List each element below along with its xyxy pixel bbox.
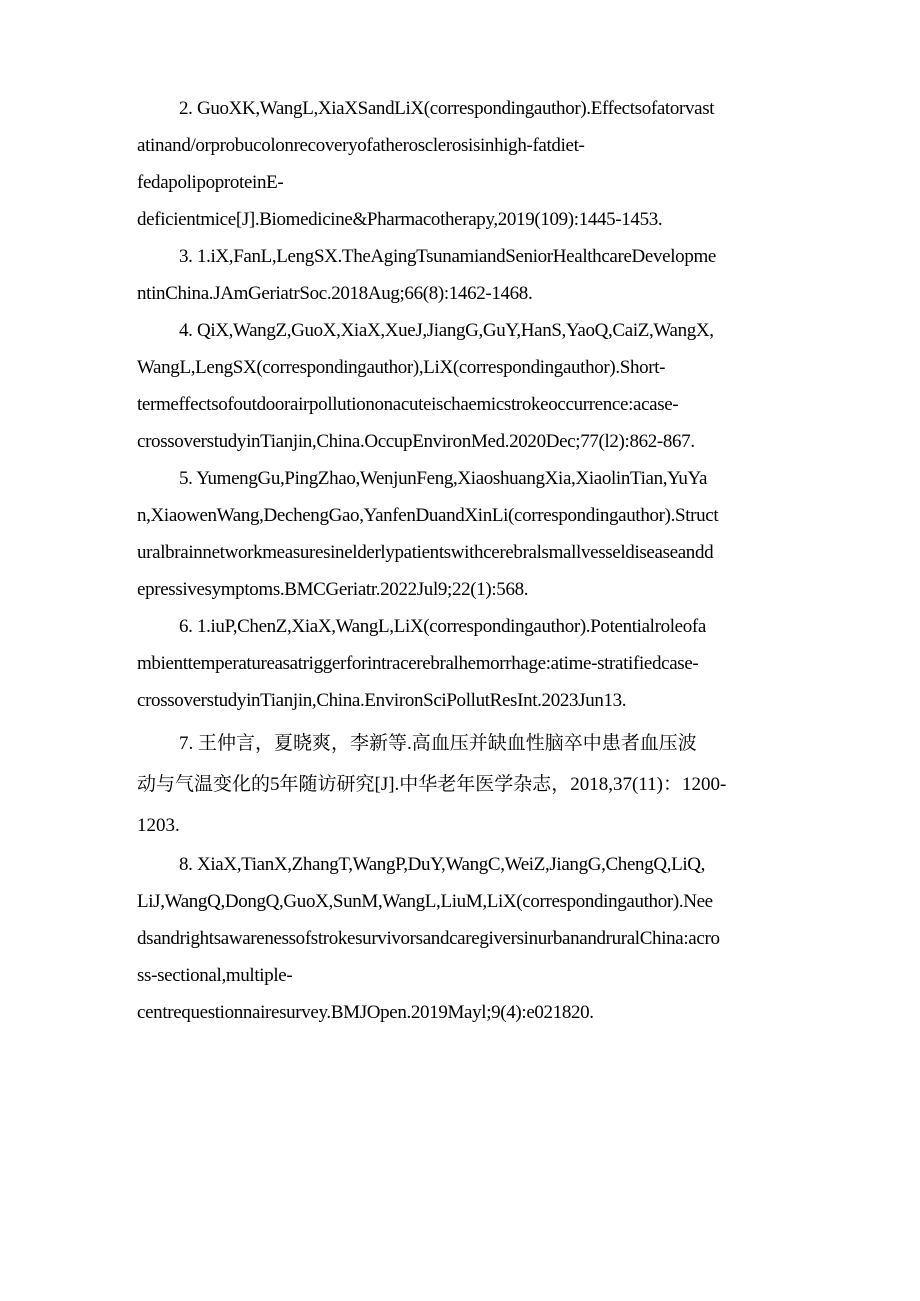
reference-line: uralbrainnetworkmeasuresinelderlypatientswithcerebralsmallvesseldiseaseandd bbox=[137, 542, 714, 563]
reference-line: ss-sectional,multiple- bbox=[137, 965, 293, 986]
reference-item-7 bbox=[137, 723, 785, 846]
reference-line: 4. QiX,WangZ,GuoX,XiaX,XueJ,JiangG,GuY,HanS,YaoQ,CaiZ,WangX, bbox=[179, 320, 714, 341]
reference-line: 1203. bbox=[137, 815, 180, 836]
reference-line: 动与气温变化的5年随访研究[J].中华老年医学杂志，2018,37(11)：1200- bbox=[137, 774, 727, 795]
reference-line: 5. YumengGu,PingZhao,WenjunFeng,XiaoshuangXia,XiaolinTian,YuYa bbox=[179, 468, 708, 489]
reference-line: centrequestionnairesurvey.BMJOpen.2019Mayl;9(4):e021820. bbox=[137, 1002, 594, 1023]
reference-line: dsandrightsawarenessofstrokesurvivorsandcaregiversinurbanandruralChina:acro bbox=[137, 928, 720, 949]
reference-line: crossoverstudyinTianjin,China.EnvironSciPollutResInt.2023Jun13. bbox=[137, 690, 627, 711]
reference-line: termeffectsofoutdoorairpollutiononacuteischaemicstrokeoccurrence:acase- bbox=[137, 394, 679, 415]
reference-line: 3. 1.iX,FanL,LengSX.TheAgingTsunamiandSeniorHealthcareDevelopme bbox=[179, 246, 716, 267]
reference-line: 2. GuoXK,WangL,XiaXSandLiX(correspondingauthor).Effectsofatorvast bbox=[179, 98, 715, 119]
reference-line: fedapolipoproteinE- bbox=[137, 172, 284, 193]
reference-item-8 bbox=[137, 846, 785, 1031]
reference-item-5 bbox=[137, 460, 785, 608]
reference-line: WangL,LengSX(correspondingauthor),LiX(correspondingauthor).Short- bbox=[137, 357, 666, 378]
reference-line: n,XiaowenWang,DechengGao,YanfenDuandXinLi(correspondingauthor).Struct bbox=[137, 505, 719, 526]
reference-item-3 bbox=[137, 238, 785, 312]
reference-item-4 bbox=[137, 312, 785, 460]
reference-item-2 bbox=[137, 90, 785, 238]
reference-line: ntinChina.JAmGeriatrSoc.2018Aug;66(8):1462-1468. bbox=[137, 283, 533, 304]
reference-list bbox=[137, 90, 785, 1031]
reference-line: 8. XiaX,TianX,ZhangT,WangP,DuY,WangC,WeiZ,JiangG,ChengQ,LiQ, bbox=[179, 854, 706, 875]
reference-line: 7. 王仲言，夏晓爽，李新等.高血压并缺血性脑卒中患者血压波 bbox=[179, 733, 697, 754]
reference-line: deficientmice[J].Biomedicine&Pharmacotherapy,2019(109):1445-1453. bbox=[137, 209, 663, 230]
reference-item-6 bbox=[137, 608, 785, 719]
reference-line: atinand/orprobucolonrecoveryofatherosclerosisinhigh-fatdiet- bbox=[137, 135, 585, 156]
reference-line: mbienttemperatureasatriggerforintracerebralhemorrhage:atime-stratifiedcase- bbox=[137, 653, 699, 674]
reference-line: 6. 1.iuP,ChenZ,XiaX,WangL,LiX(correspondingauthor).Potentialroleofa bbox=[179, 616, 706, 637]
reference-line: LiJ,WangQ,DongQ,GuoX,SunM,WangL,LiuM,LiX(correspondingauthor).Nee bbox=[137, 891, 713, 912]
reference-line: epressivesymptoms.BMCGeriatr.2022Jul9;22(1):568. bbox=[137, 579, 529, 600]
reference-line: crossoverstudyinTianjin,China.OccupEnvironMed.2020Dec;77(l2):862-867. bbox=[137, 431, 695, 452]
